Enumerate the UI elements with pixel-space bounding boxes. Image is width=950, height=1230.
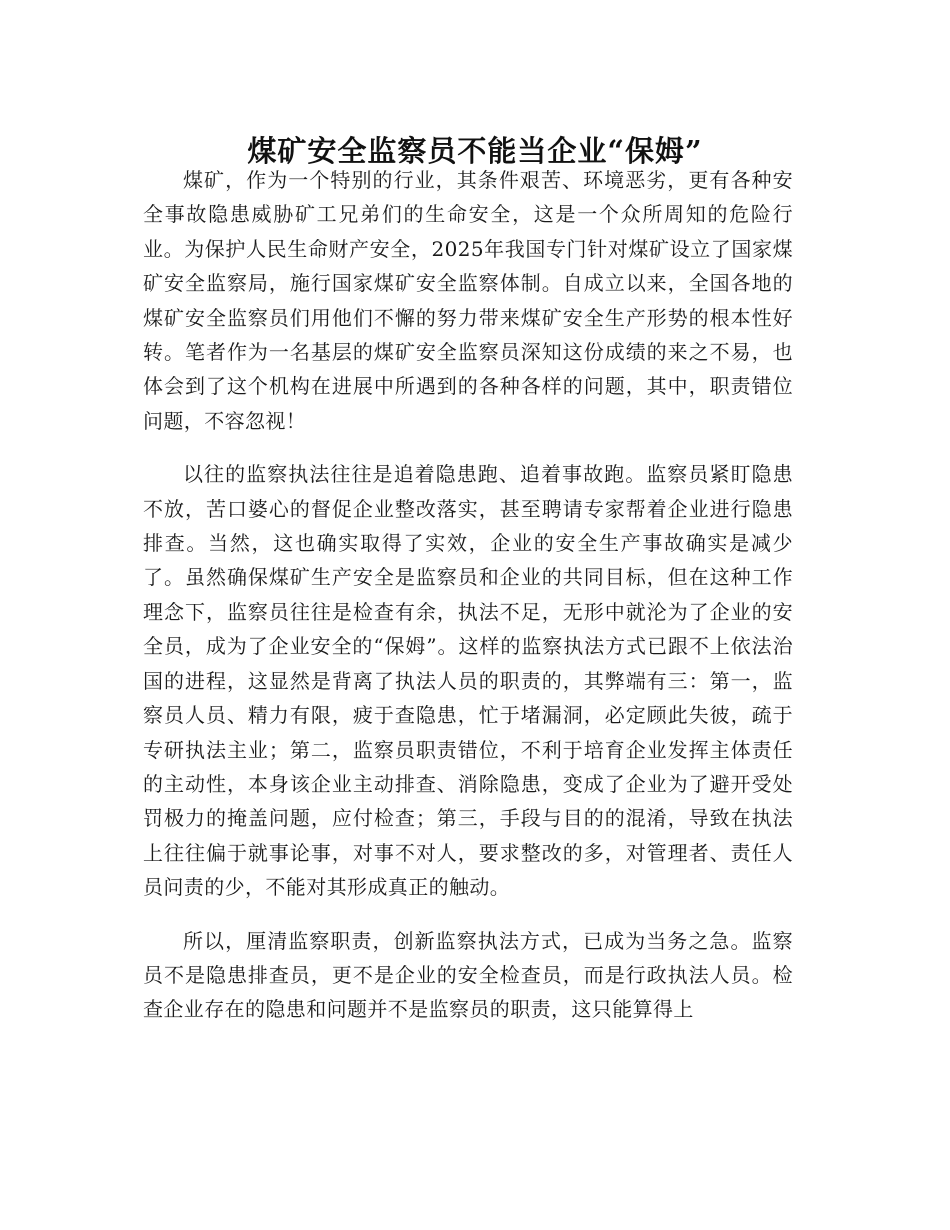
document-body [143,163,793,1027]
paragraph-3: 所以，厘清监察职责，创新监察执法方式，已成为当务之急。监察员不是隐患排查员，更不是企业的安全检查员，而是行政执法人员。检查企业存在的隐患和问题并不是监察员的职责，这只能算得上 [143,928,793,1022]
paragraph-1: 煤矿，作为一个特别的行业，其条件艰苦、环境恶劣，更有各种安全事故隐患威胁矿工兄弟们的生命安全，这是一个众所周知的危险行业。为保护人民生命财产安全，2025年我国专门针对煤矿设立了国家煤矿安全监察局，施行国家煤矿安全监察体制。自成立以来，全国各地的煤矿安全监察员们用他们不懈的努力带来煤矿安全生产形势的根本性好转。笔者作为一名基层的煤矿安全监察员深知这份成绩的来之不易，也体会到了这个机构在进展中所遇到的各种各样的问题，其中，职责错位问题，不容忽视！ [143,168,793,433]
document-title: 煤矿安全监察员不能当企业“保姆” [247,134,703,169]
paragraph-2: 以往的监察执法往往是追着隐患跑、追着事故跑。监察员紧盯隐患不放，苦口婆心的督促企业整改落实，甚至聘请专家帮着企业进行隐患排查。当然，这也确实取得了实效，企业的安全生产事故确实是减少了。虽然确保煤矿生产安全是监察员和企业的共同目标，但在这种工作理念下，监察员往往是检查有余，执法不足，无形中就沦为了企业的安全员，成为了企业安全的“保姆”。这样的监察执法方式已跟不上依法治国的进程，这显然是背离了执法人员的职责的，其弊端有三：第一，监察员人员、精力有限，疲于查隐患，忙于堵漏洞，必定顾此失彼，疏于专研执法主业；第二，监察员职责错位，不利于培育企业发挥主体责任的主动性，本身该企业主动排查、消除隐患，变成了企业为了避开受处罚极力的掩盖问题，应付检查；第三，手段与目的的混淆，导致在执法上往往偏于就事论事，对事不对人，要求整改的多，对管理者、责任人员问责的少，不能对其形成真正的触动。 [143,462,793,900]
